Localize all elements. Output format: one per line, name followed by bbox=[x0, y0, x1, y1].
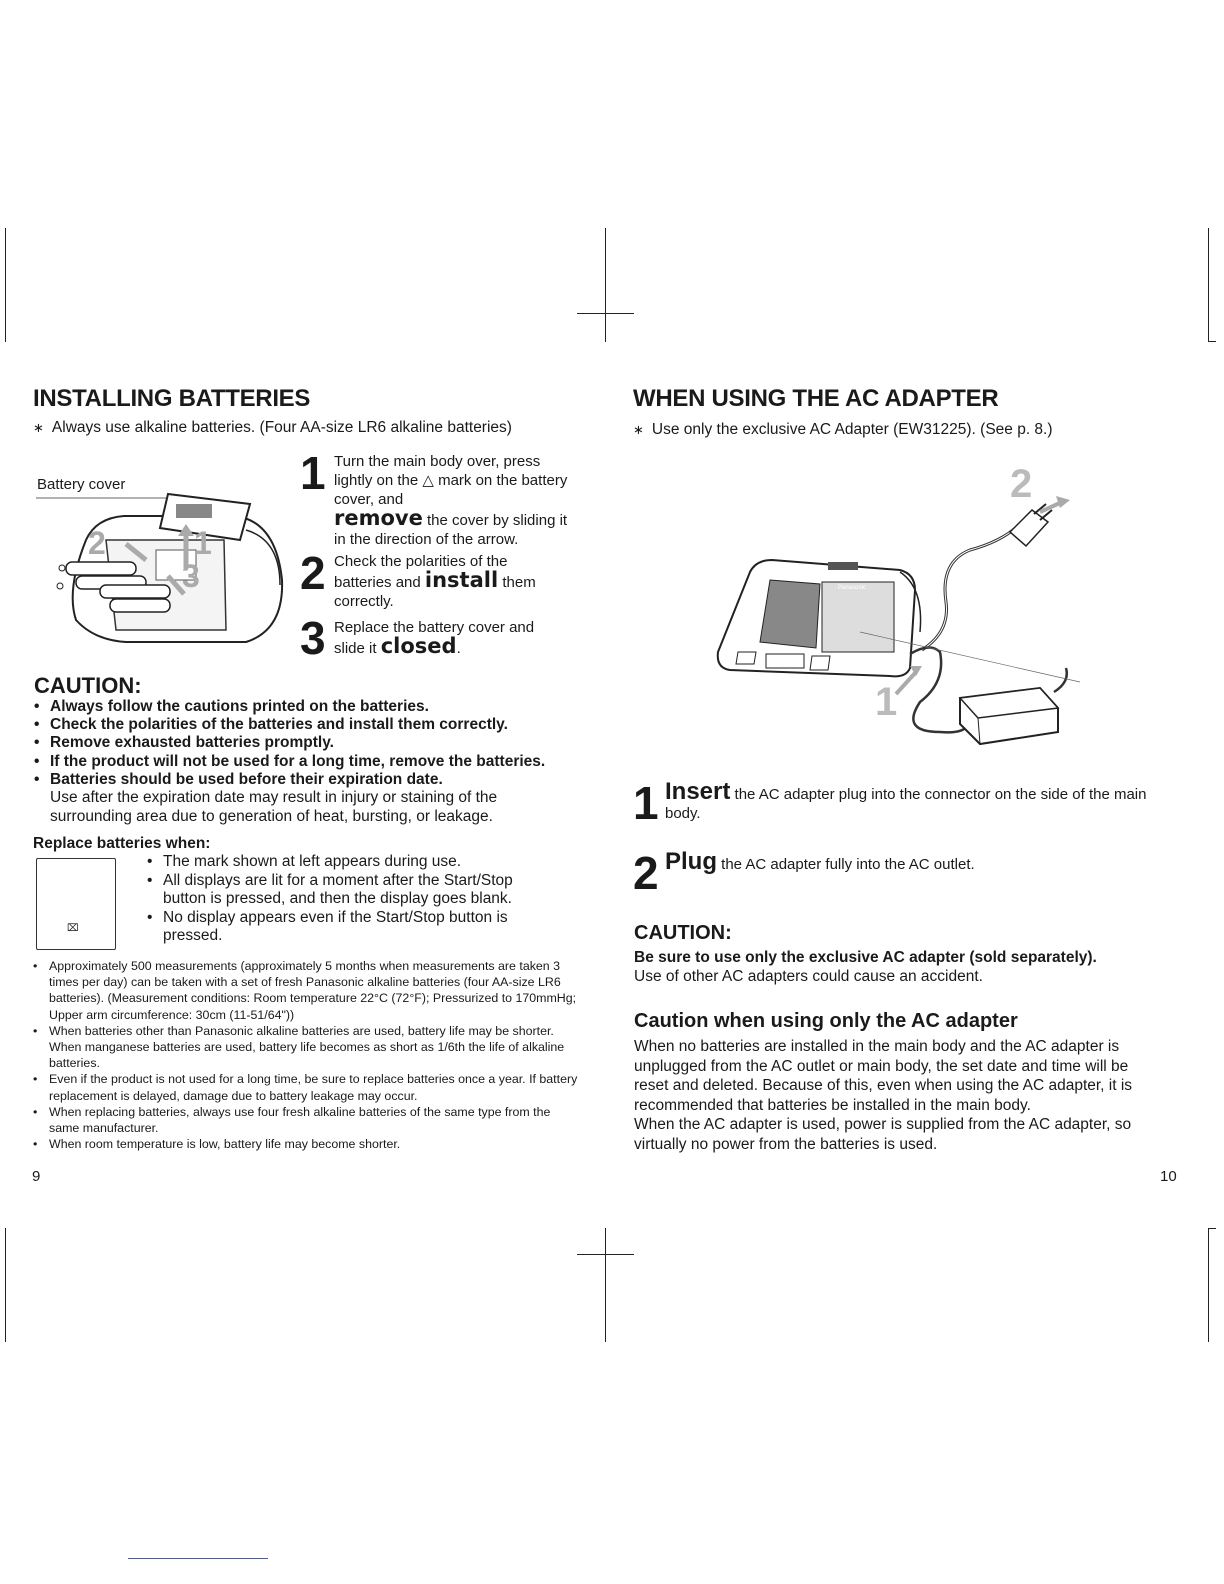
replace-item: • All displays are lit for a moment after the Start/Stop button is pressed, and then the display goes blank. bbox=[145, 872, 540, 909]
trim-mark bbox=[605, 228, 606, 342]
trim-mark bbox=[577, 1254, 634, 1255]
caution-title: CAUTION: bbox=[34, 673, 142, 698]
alkaline-note: ∗ Always use alkaline batteries. (Four AA-size LR6 alkaline batteries) bbox=[33, 419, 512, 436]
ac-step-1-text: Insert the AC adapter plug into the connector on the side of the main body. bbox=[665, 778, 1147, 822]
battery-step-1-text: Turn the main body over, press lightly on the △ mark on the battery cover, and remove the cover by sliding it in the direction of the arrow. bbox=[334, 453, 568, 548]
caution-item: • If the product will not be used for a long time, remove the batteries. bbox=[32, 753, 592, 771]
replace-item: • The mark shown at left appears during use. bbox=[145, 853, 540, 872]
section-title-installing-batteries: INSTALLING BATTERIES bbox=[33, 385, 311, 412]
figure-step-1-label: 1 bbox=[194, 525, 212, 561]
ac-only-caution-para1: When no batteries are installed in the main body and the AC adapter is unplugged from the AC outlet or main body, the set date and time will be reset and deleted. Because of this, even when using the AC adapter, it is recommended that batteries be installed in the main body. bbox=[634, 1038, 1133, 1114]
section-title-ac-adapter: WHEN USING THE AC ADAPTER bbox=[633, 385, 999, 412]
replace-batteries-title: Replace batteries when: bbox=[33, 835, 211, 852]
battery-step-3-text: Replace the battery cover and slide it closed. bbox=[334, 619, 535, 658]
trim-mark bbox=[5, 1228, 6, 1342]
battery-note: • When replacing batteries, always use four fresh alkaline batteries of the same type from the same manufacturer. bbox=[31, 1104, 583, 1136]
low-battery-icon: ⌧ bbox=[67, 923, 79, 934]
figure-step-2-label: 2 bbox=[1010, 462, 1033, 506]
ac-only-caution-para2: When the AC adapter is used, power is supplied from the AC adapter, so virtually no power from the batteries is used. bbox=[634, 1116, 1132, 1153]
trim-mark bbox=[605, 1228, 606, 1342]
battery-step-3-number: 3 bbox=[300, 612, 326, 664]
battery-step-2-text: Check the polarities of the batteries and install them correctly. bbox=[334, 553, 536, 610]
replace-batteries-list bbox=[145, 853, 540, 946]
ac-adapter-note: ∗ Use only the exclusive AC Adapter (EW31225). (See p. 8.) bbox=[633, 421, 1053, 438]
caution-expiration-text: Use after the expiration date may result in injury or staining of the surrounding area due to generation of heat, bursting, or leakage. bbox=[50, 789, 498, 825]
ac-only-caution-title: Caution when using only the AC adapter bbox=[634, 1010, 1018, 1032]
trim-mark bbox=[1208, 1228, 1216, 1229]
battery-note: • Approximately 500 measurements (approximately 5 months when measurements are taken 3 times per day) can be taken with a set of fresh Panasonic alkaline batteries (four AA-size LR6 batteries). (Measurement conditions: Room temperature 22°C (72°F); Pressurized to 170mmHg; Upper arm circumference: 30cm (11-51/64")) bbox=[31, 958, 583, 1023]
ac-caution-text: Use of other AC adapters could cause an accident. bbox=[634, 968, 983, 985]
battery-step-2-number: 2 bbox=[300, 547, 326, 599]
trim-mark bbox=[577, 313, 634, 314]
ac-caution-bold: Be sure to use only the exclusive AC adapter (sold separately). bbox=[634, 949, 1097, 966]
battery-note: • When room temperature is low, battery life may become shorter. bbox=[31, 1136, 583, 1152]
ac-step-2-number: 2 bbox=[633, 847, 659, 899]
battery-warning-display bbox=[36, 858, 116, 950]
battery-notes-list bbox=[31, 958, 583, 1152]
page-number-left: 9 bbox=[32, 1168, 41, 1185]
battery-cover-label: Battery cover bbox=[37, 476, 126, 493]
battery-note: • When batteries other than Panasonic alkaline batteries are used, battery life may be shorter. When manganese batteries are used, battery life becomes as short as 1/6th the life of alkaline batteries. bbox=[31, 1023, 583, 1072]
battery-installation-figure bbox=[36, 470, 292, 650]
footer-rule bbox=[128, 1558, 268, 1559]
device-brand-label: Panasonic bbox=[838, 585, 867, 591]
figure-step-3-label: 3 bbox=[182, 558, 200, 594]
battery-device-drawing bbox=[36, 470, 292, 650]
battery-note: • Even if the product is not used for a long time, be sure to replace batteries once a year. If battery replacement is delayed, damage due to battery leakage may occur. bbox=[31, 1071, 583, 1103]
caution-item: • Always follow the cautions printed on the batteries. bbox=[32, 698, 592, 716]
trim-mark bbox=[1208, 228, 1209, 342]
ac-step-2-text: Plug the AC adapter fully into the AC outlet. bbox=[665, 848, 975, 875]
ac-caution-title: CAUTION: bbox=[634, 922, 732, 944]
ac-adapter-drawing bbox=[710, 462, 1090, 762]
page-number-right: 10 bbox=[1160, 1168, 1177, 1185]
figure-step-1-label: 1 bbox=[875, 680, 898, 724]
caution-list bbox=[32, 698, 592, 789]
caution-item: • Batteries should be used before their expiration date. bbox=[32, 771, 592, 789]
caution-item: • Remove exhausted batteries promptly. bbox=[32, 734, 592, 752]
ac-step-1-number: 1 bbox=[633, 777, 659, 829]
battery-step-1-number: 1 bbox=[300, 447, 326, 499]
caution-item: • Check the polarities of the batteries and install them correctly. bbox=[32, 716, 592, 734]
ac-adapter-figure bbox=[710, 462, 1090, 762]
trim-mark bbox=[5, 228, 6, 342]
replace-item: • No display appears even if the Start/Stop button is pressed. bbox=[145, 909, 540, 946]
trim-mark bbox=[1208, 1228, 1209, 1342]
figure-step-2-label: 2 bbox=[88, 525, 106, 561]
trim-mark bbox=[1208, 341, 1216, 342]
